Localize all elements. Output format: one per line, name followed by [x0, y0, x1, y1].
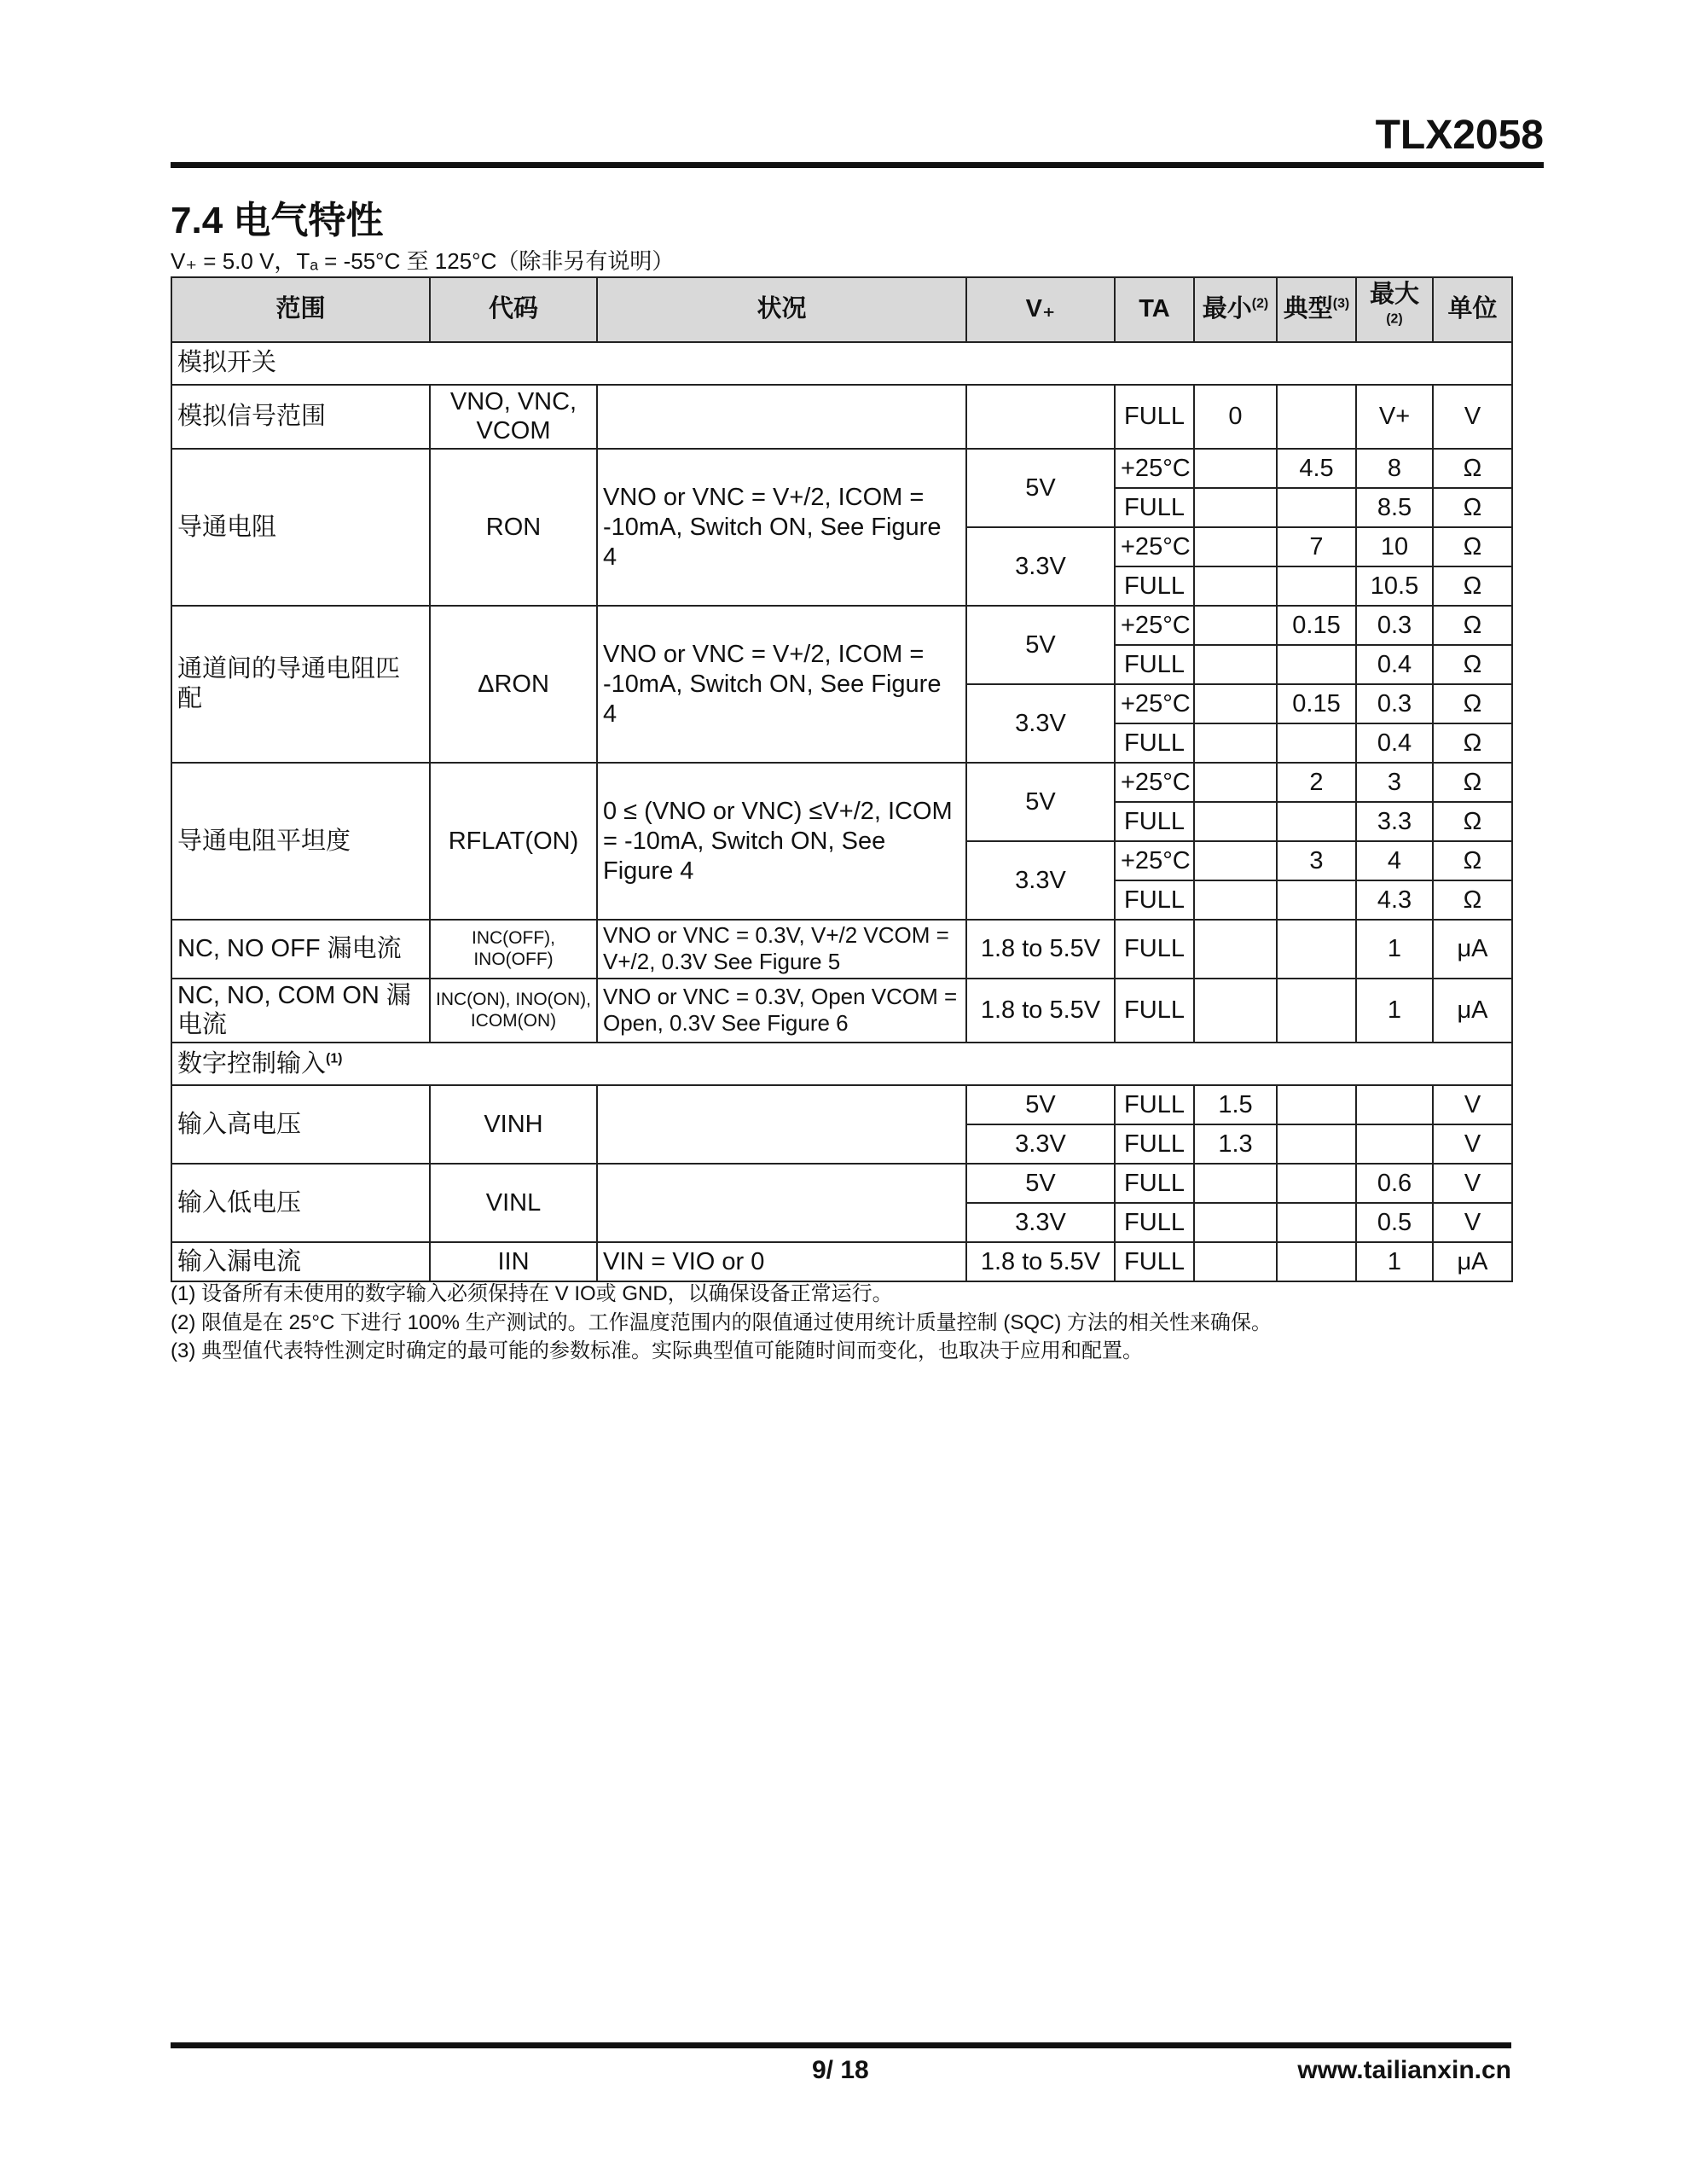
vplus-cell: 5V [966, 606, 1115, 684]
unit-cell: V [1433, 385, 1512, 450]
table-row [171, 763, 1512, 802]
max-cell: V+ [1356, 385, 1433, 450]
ta-cell: FULL [1115, 385, 1194, 450]
ta-cell: FULL [1115, 566, 1194, 606]
typ-cell [1277, 1085, 1356, 1124]
unit-cell: Ω [1433, 449, 1512, 488]
ta-cell: FULL [1115, 1203, 1194, 1242]
param-cell: 输入高电压 [171, 1085, 430, 1164]
unit-cell: V [1433, 1124, 1512, 1164]
min-cell [1194, 841, 1277, 880]
ta-cell: FULL [1115, 488, 1194, 527]
max-cell: 4 [1356, 841, 1433, 880]
typ-cell [1277, 920, 1356, 978]
table-row [171, 385, 1512, 450]
symbol-cell: IIN [430, 1242, 597, 1281]
vplus-cell: 3.3V [966, 1124, 1115, 1164]
typ-cell [1277, 566, 1356, 606]
ta-cell: +25°C [1115, 763, 1194, 802]
param-cell: 导通电阻 [171, 449, 430, 606]
max-cell: 10 [1356, 527, 1433, 566]
unit-cell: V [1433, 1164, 1512, 1203]
min-cell [1194, 684, 1277, 723]
unit-cell: Ω [1433, 606, 1512, 645]
vplus-cell: 1.8 to 5.5V [966, 920, 1115, 978]
header-unit: 单位 [1433, 277, 1512, 342]
vplus-cell: 5V [966, 449, 1115, 527]
param-cell: NC, NO OFF 漏电流 [171, 920, 430, 978]
symbol-cell: ΔRON [430, 606, 597, 763]
vplus-cell: 5V [966, 763, 1115, 841]
group-analog-switch: 模拟开关 [171, 342, 1512, 385]
vplus-cell: 3.3V [966, 684, 1115, 763]
ta-cell: FULL [1115, 979, 1194, 1043]
param-cell: NC, NO, COM ON 漏电流 [171, 979, 430, 1043]
typ-cell [1277, 1164, 1356, 1203]
condition-cell: VIN = VIO or 0 [597, 1242, 966, 1281]
note-3: (3) 典型值代表特性测定时确定的最可能的参数标准。实际典型值可能随时间而变化，也取决于应用和配置。 [171, 1339, 1143, 1363]
document-id: TLX2058 [1375, 113, 1544, 158]
max-cell: 0.6 [1356, 1164, 1433, 1203]
ta-cell: +25°C [1115, 527, 1194, 566]
ta-cell: FULL [1115, 1242, 1194, 1281]
symbol-cell: INC(ON), INO(ON), ICOM(ON) [430, 979, 597, 1043]
header-vplus: V₊ [966, 277, 1115, 342]
typ-cell [1277, 645, 1356, 684]
min-cell [1194, 488, 1277, 527]
ta-cell: FULL [1115, 723, 1194, 763]
test-conditions: V₊ = 5.0 V，Tₐ = -55°C 至 125°C（除非另有说明） [171, 248, 675, 274]
param-cell: 输入漏电流 [171, 1242, 430, 1281]
typ-cell: 3 [1277, 841, 1356, 880]
max-cell [1356, 1124, 1433, 1164]
max-cell: 1 [1356, 1242, 1433, 1281]
unit-cell: Ω [1433, 527, 1512, 566]
param-cell: 输入低电压 [171, 1164, 430, 1242]
typ-cell: 2 [1277, 763, 1356, 802]
max-cell: 3 [1356, 763, 1433, 802]
symbol-cell: RON [430, 449, 597, 606]
symbol-cell: RFLAT(ON) [430, 763, 597, 920]
max-cell: 0.3 [1356, 684, 1433, 723]
ta-cell: FULL [1115, 1085, 1194, 1124]
symbol-cell: INC(OFF), INO(OFF) [430, 920, 597, 978]
typ-cell: 4.5 [1277, 449, 1356, 488]
table-row [171, 1085, 1512, 1124]
ta-cell: +25°C [1115, 841, 1194, 880]
ta-cell: +25°C [1115, 449, 1194, 488]
unit-cell: μA [1433, 920, 1512, 978]
condition-cell: VNO or VNC = V+/2, ICOM = -10mA, Switch ON, See Figure 4 [597, 449, 966, 606]
unit-cell: Ω [1433, 723, 1512, 763]
table-row [171, 606, 1512, 645]
max-cell: 0.5 [1356, 1203, 1433, 1242]
min-cell [1194, 645, 1277, 684]
symbol-cell: VINL [430, 1164, 597, 1242]
page-number: 9/ 18 [812, 2056, 869, 2084]
typ-cell: 0.15 [1277, 684, 1356, 723]
min-cell [1194, 979, 1277, 1043]
unit-cell: μA [1433, 979, 1512, 1043]
condition-cell [597, 1085, 966, 1164]
condition-cell: VNO or VNC = V+/2, ICOM = -10mA, Switch ON, See Figure 4 [597, 606, 966, 763]
max-cell: 0.4 [1356, 723, 1433, 763]
unit-cell: Ω [1433, 684, 1512, 723]
param-cell: 模拟信号范围 [171, 385, 430, 450]
max-cell: 8.5 [1356, 488, 1433, 527]
page-header [171, 101, 1544, 168]
typ-cell [1277, 979, 1356, 1043]
ta-cell: FULL [1115, 802, 1194, 841]
min-cell [1194, 802, 1277, 841]
max-cell: 4.3 [1356, 880, 1433, 920]
typ-cell: 0.15 [1277, 606, 1356, 645]
max-cell: 1 [1356, 979, 1433, 1043]
unit-cell: Ω [1433, 488, 1512, 527]
min-cell [1194, 1242, 1277, 1281]
header-condition: 状况 [597, 277, 966, 342]
typ-cell [1277, 385, 1356, 450]
typ-cell [1277, 723, 1356, 763]
ta-cell: +25°C [1115, 684, 1194, 723]
max-cell: 1 [1356, 920, 1433, 978]
group-row [171, 342, 1512, 385]
header-max: 最大$^{(2)}$ [1356, 277, 1433, 342]
unit-cell: Ω [1433, 880, 1512, 920]
condition-cell: VNO or VNC = 0.3V, V+/2 VCOM = V+/2, 0.3V See Figure 5 [597, 920, 966, 978]
table-row [171, 1242, 1512, 1281]
typ-cell: 7 [1277, 527, 1356, 566]
header-typ: 典型$^{(3)}$ [1277, 277, 1356, 342]
min-cell [1194, 566, 1277, 606]
typ-cell [1277, 802, 1356, 841]
min-cell [1194, 1164, 1277, 1203]
table-header-row [171, 277, 1512, 342]
min-cell [1194, 449, 1277, 488]
typ-cell [1277, 488, 1356, 527]
typ-cell [1277, 880, 1356, 920]
vplus-cell: 3.3V [966, 841, 1115, 920]
electrical-characteristics-table [171, 276, 1513, 1282]
condition-cell: VNO or VNC = 0.3V, Open VCOM = Open, 0.3V See Figure 6 [597, 979, 966, 1043]
min-cell [1194, 606, 1277, 645]
group-row [171, 1043, 1512, 1085]
ta-cell: FULL [1115, 880, 1194, 920]
min-cell: 1.5 [1194, 1085, 1277, 1124]
typ-cell [1277, 1242, 1356, 1281]
unit-cell: V [1433, 1085, 1512, 1124]
unit-cell: μA [1433, 1242, 1512, 1281]
ta-cell: +25°C [1115, 606, 1194, 645]
vplus-cell: 3.3V [966, 527, 1115, 606]
unit-cell: Ω [1433, 841, 1512, 880]
param-cell: 通道间的导通电阻匹配 [171, 606, 430, 763]
min-cell [1194, 527, 1277, 566]
website-link[interactable]: www.tailianxin.cn [1297, 2056, 1511, 2084]
unit-cell: V [1433, 1203, 1512, 1242]
table-row [171, 1164, 1512, 1203]
table-notes [171, 1280, 1272, 1366]
symbol-cell: VNO, VNC, VCOM [430, 385, 597, 450]
section-title: 7.4 电气特性 [171, 200, 384, 241]
condition-cell: 0 ≤ (VNO or VNC) ≤V+/2, ICOM = -10mA, Switch ON, See Figure 4 [597, 763, 966, 920]
ta-cell: FULL [1115, 1124, 1194, 1164]
unit-cell: Ω [1433, 645, 1512, 684]
max-cell: 0.3 [1356, 606, 1433, 645]
condition-cell [597, 1164, 966, 1242]
note-1: (1) 设备所有未使用的数字输入必须保持在 V IO或 GND，以确保设备正常运行。 [171, 1282, 893, 1305]
note-2: (2) 限值是在 25°C 下进行 100% 生产测试的。工作温度范围内的限值通过使用统计质量控制 (SQC) 方法的相关性来确保。 [171, 1310, 1272, 1334]
header-symbol: 代码 [430, 277, 597, 342]
footer-divider [171, 2042, 1511, 2048]
symbol-cell: VINH [430, 1085, 597, 1164]
vplus-cell: 5V [966, 1085, 1115, 1124]
ta-cell: FULL [1115, 1164, 1194, 1203]
max-cell: 3.3 [1356, 802, 1433, 841]
max-cell: 0.4 [1356, 645, 1433, 684]
min-cell [1194, 920, 1277, 978]
ta-cell: FULL [1115, 645, 1194, 684]
group-digital-input: 数字控制输入$^{(1)}$ [171, 1043, 1512, 1085]
param-cell: 导通电阻平坦度 [171, 763, 430, 920]
min-cell [1194, 723, 1277, 763]
ta-cell: FULL [1115, 920, 1194, 978]
vplus-cell: 1.8 to 5.5V [966, 979, 1115, 1043]
vplus-cell: 3.3V [966, 1203, 1115, 1242]
typ-cell [1277, 1124, 1356, 1164]
max-cell [1356, 1085, 1433, 1124]
header-ta: TA [1115, 277, 1194, 342]
header-min: 最小$^{(2)}$ [1194, 277, 1277, 342]
min-cell [1194, 880, 1277, 920]
vplus-cell [966, 385, 1115, 450]
typ-cell [1277, 1203, 1356, 1242]
unit-cell: Ω [1433, 566, 1512, 606]
unit-cell: Ω [1433, 802, 1512, 841]
min-cell [1194, 763, 1277, 802]
vplus-cell: 1.8 to 5.5V [966, 1242, 1115, 1281]
table-row [171, 979, 1512, 1043]
min-cell: 0 [1194, 385, 1277, 450]
vplus-cell: 5V [966, 1164, 1115, 1203]
unit-cell: Ω [1433, 763, 1512, 802]
max-cell: 8 [1356, 449, 1433, 488]
table-row [171, 449, 1512, 488]
max-cell: 10.5 [1356, 566, 1433, 606]
header-param: 范围 [171, 277, 430, 342]
min-cell: 1.3 [1194, 1124, 1277, 1164]
condition-cell [597, 385, 966, 450]
min-cell [1194, 1203, 1277, 1242]
table-row [171, 920, 1512, 978]
